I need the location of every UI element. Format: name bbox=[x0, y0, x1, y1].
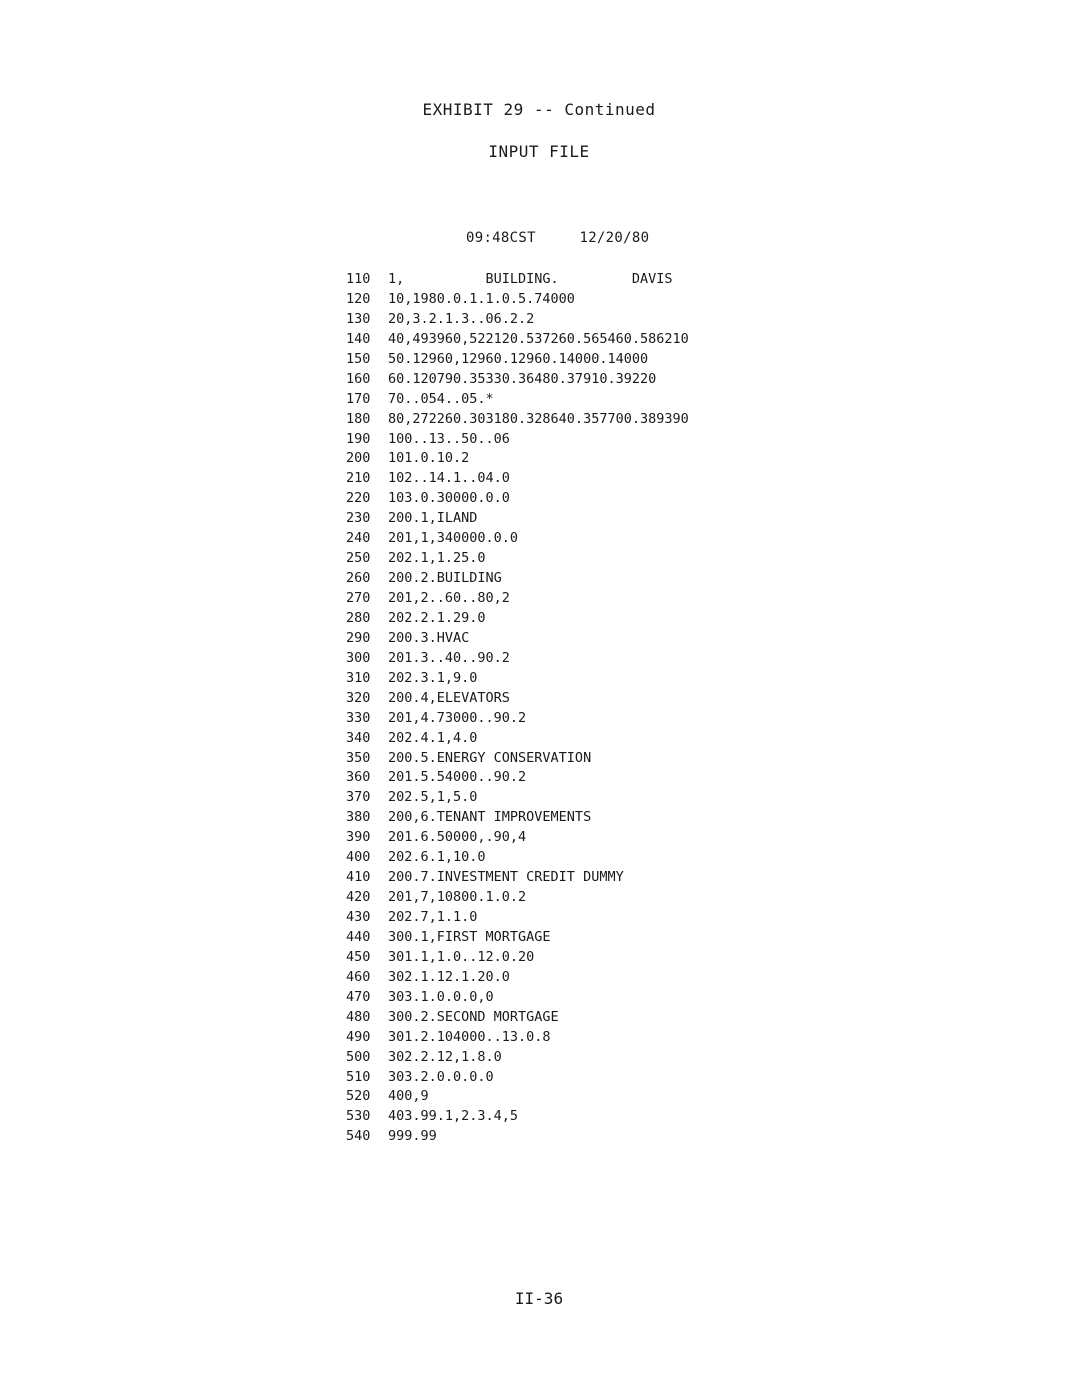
listing-line bbox=[346, 290, 689, 310]
line-content: 80,272260.303180.328640.357700.389390 bbox=[388, 410, 689, 427]
line-content: 10,1980.0.1.1.0.5.74000 bbox=[388, 290, 575, 307]
listing-line bbox=[346, 1028, 689, 1048]
line-number: 480 bbox=[346, 1008, 371, 1025]
line-content: 101.0.10.2 bbox=[388, 450, 470, 467]
line-content: 100..13..50..06 bbox=[388, 430, 510, 447]
listing-line bbox=[346, 469, 689, 489]
line-content: 60.120790.35330.36480.37910.39220 bbox=[388, 370, 657, 387]
line-content: 201,7,10800.1.0.2 bbox=[388, 889, 527, 906]
line-content: 300.2.SECOND MORTGAGE bbox=[388, 1008, 559, 1025]
listing-line bbox=[346, 968, 689, 988]
line-content: 201,1,340000.0.0 bbox=[388, 530, 519, 547]
listing-line bbox=[346, 1087, 689, 1107]
line-number: 500 bbox=[346, 1048, 371, 1065]
page-number: II-36 bbox=[514, 1289, 564, 1308]
line-number: 170 bbox=[346, 390, 371, 407]
listing-line bbox=[346, 749, 689, 769]
listing-line bbox=[346, 868, 689, 888]
line-content: 200.3.HVAC bbox=[388, 629, 470, 646]
line-number: 400 bbox=[346, 849, 371, 866]
listing-line bbox=[346, 828, 689, 848]
line-number: 150 bbox=[346, 350, 371, 367]
line-number: 230 bbox=[346, 510, 371, 527]
listing-line bbox=[346, 310, 689, 330]
line-content: 200,6.TENANT IMPROVEMENTS bbox=[388, 809, 592, 826]
line-number: 380 bbox=[346, 809, 371, 826]
line-number: 410 bbox=[346, 869, 371, 886]
line-number: 190 bbox=[346, 430, 371, 447]
listing-line bbox=[346, 549, 689, 569]
listing-line bbox=[346, 569, 689, 589]
listing-line bbox=[346, 350, 689, 370]
listing-line bbox=[346, 768, 689, 788]
line-number: 250 bbox=[346, 550, 371, 567]
line-content: 403.99.1,2.3.4,5 bbox=[388, 1108, 519, 1125]
listing-line bbox=[346, 1068, 689, 1088]
line-number: 440 bbox=[346, 928, 371, 945]
listing-line bbox=[346, 489, 689, 509]
line-content: 70..054..05.* bbox=[388, 390, 494, 407]
line-content: 202.5,1,5.0 bbox=[388, 789, 478, 806]
line-content: 202.3.1,9.0 bbox=[388, 669, 478, 686]
line-content: 103.0.30000.0.0 bbox=[388, 490, 510, 507]
line-number: 470 bbox=[346, 988, 371, 1005]
listing-line bbox=[346, 1048, 689, 1068]
listing-line bbox=[346, 370, 689, 390]
listing-line bbox=[346, 908, 689, 928]
listing-line bbox=[346, 629, 689, 649]
listing-line bbox=[346, 1008, 689, 1028]
file-title: INPUT FILE bbox=[488, 142, 590, 161]
line-content: 201,4.73000..90.2 bbox=[388, 709, 527, 726]
line-number: 130 bbox=[346, 310, 371, 327]
line-number: 460 bbox=[346, 968, 371, 985]
line-number: 240 bbox=[346, 530, 371, 547]
line-content: 301.1,1.0..12.0.20 bbox=[388, 948, 535, 965]
line-number: 430 bbox=[346, 909, 371, 925]
listing-line bbox=[346, 808, 689, 828]
line-content: 300.1,FIRST MORTGAGE bbox=[388, 928, 551, 945]
listing-line bbox=[346, 848, 689, 868]
line-content: 40,493960,522120.537260.565460.586210 bbox=[388, 330, 689, 347]
line-content: 301.2.104000..13.0.8 bbox=[388, 1028, 551, 1045]
line-content: 202.6.1,10.0 bbox=[388, 849, 486, 866]
line-content: 20,3.2.1.3..06.2.2 bbox=[388, 310, 535, 327]
line-content: 400,9 bbox=[388, 1088, 429, 1105]
line-number: 160 bbox=[346, 370, 371, 387]
line-content: 200.2.BUILDING bbox=[388, 570, 502, 587]
line-number: 420 bbox=[346, 889, 371, 906]
listing-line bbox=[346, 709, 689, 729]
line-number: 270 bbox=[346, 590, 371, 606]
listing-line bbox=[346, 449, 689, 469]
line-number: 510 bbox=[346, 1068, 371, 1085]
line-number: 530 bbox=[346, 1108, 371, 1125]
line-content: 201,2..60..80,2 bbox=[388, 590, 510, 606]
listing-line bbox=[346, 928, 689, 948]
line-number: 370 bbox=[346, 789, 371, 806]
listing-line bbox=[346, 609, 689, 629]
listing-line bbox=[346, 988, 689, 1008]
listing-line bbox=[346, 689, 689, 709]
listing-line bbox=[346, 509, 689, 529]
line-number: 280 bbox=[346, 609, 371, 626]
line-number: 200 bbox=[346, 450, 371, 467]
listing-line bbox=[346, 390, 689, 410]
line-number: 360 bbox=[346, 769, 371, 786]
listing-line bbox=[346, 330, 689, 350]
line-content: 201.3..40..90.2 bbox=[388, 649, 510, 666]
line-content: 102..14.1..04.0 bbox=[388, 470, 510, 487]
listing-line bbox=[346, 270, 689, 290]
listing-line bbox=[346, 729, 689, 749]
listing-line bbox=[346, 1127, 689, 1147]
line-number: 310 bbox=[346, 669, 371, 686]
timestamp: 09:48CST 12/20/80 bbox=[466, 230, 650, 246]
line-number: 110 bbox=[346, 271, 371, 287]
line-content: 50.12960,12960.12960.14000.14000 bbox=[388, 350, 649, 367]
line-number: 520 bbox=[346, 1088, 371, 1105]
line-content: 200.1,ILAND bbox=[388, 510, 478, 527]
line-content: 202.2.1.29.0 bbox=[388, 609, 486, 626]
listing-line bbox=[346, 888, 689, 908]
line-content: 200.7.INVESTMENT CREDIT DUMMY bbox=[388, 869, 624, 886]
line-content: 1, BUILDING. DAVIS bbox=[388, 271, 673, 287]
line-number: 340 bbox=[346, 729, 371, 746]
listing-line bbox=[346, 649, 689, 669]
line-number: 320 bbox=[346, 689, 371, 706]
line-number: 390 bbox=[346, 829, 371, 846]
line-content: 201.5.54000..90.2 bbox=[388, 769, 527, 786]
line-number: 330 bbox=[346, 709, 371, 726]
line-content: 200.4,ELEVATORS bbox=[388, 689, 510, 706]
line-number: 540 bbox=[346, 1128, 371, 1145]
listing-line bbox=[346, 1107, 689, 1127]
line-content: 999.99 bbox=[388, 1128, 437, 1145]
line-content: 302.2.12,1.8.0 bbox=[388, 1048, 502, 1065]
listing-line bbox=[346, 410, 689, 430]
line-number: 210 bbox=[346, 470, 371, 487]
line-number: 450 bbox=[346, 948, 371, 965]
line-content: 202.7,1.1.0 bbox=[388, 909, 478, 925]
line-number: 490 bbox=[346, 1028, 371, 1045]
line-content: 303.1.0.0.0,0 bbox=[388, 988, 494, 1005]
listing-line bbox=[346, 430, 689, 450]
line-number: 300 bbox=[346, 649, 371, 666]
line-number: 290 bbox=[346, 629, 371, 646]
line-content: 202.1,1.25.0 bbox=[388, 550, 486, 567]
exhibit-title: EXHIBIT 29 -- Continued bbox=[422, 100, 656, 119]
line-number: 260 bbox=[346, 570, 371, 587]
line-number: 180 bbox=[346, 410, 371, 427]
line-number: 120 bbox=[346, 290, 371, 307]
listing-line bbox=[346, 669, 689, 689]
line-content: 303.2.0.0.0.0 bbox=[388, 1068, 494, 1085]
listing-line bbox=[346, 589, 689, 609]
listing-line bbox=[346, 529, 689, 549]
line-number: 350 bbox=[346, 749, 371, 766]
line-number: 220 bbox=[346, 490, 371, 507]
line-content: 302.1.12.1.20.0 bbox=[388, 968, 510, 985]
line-content: 201.6.50000,.90,4 bbox=[388, 829, 527, 846]
line-number: 140 bbox=[346, 330, 371, 347]
line-content: 200.5.ENERGY CONSERVATION bbox=[388, 749, 592, 766]
line-content: 202.4.1,4.0 bbox=[388, 729, 478, 746]
input-file-listing bbox=[346, 270, 689, 1147]
listing-line bbox=[346, 948, 689, 968]
listing-line bbox=[346, 788, 689, 808]
